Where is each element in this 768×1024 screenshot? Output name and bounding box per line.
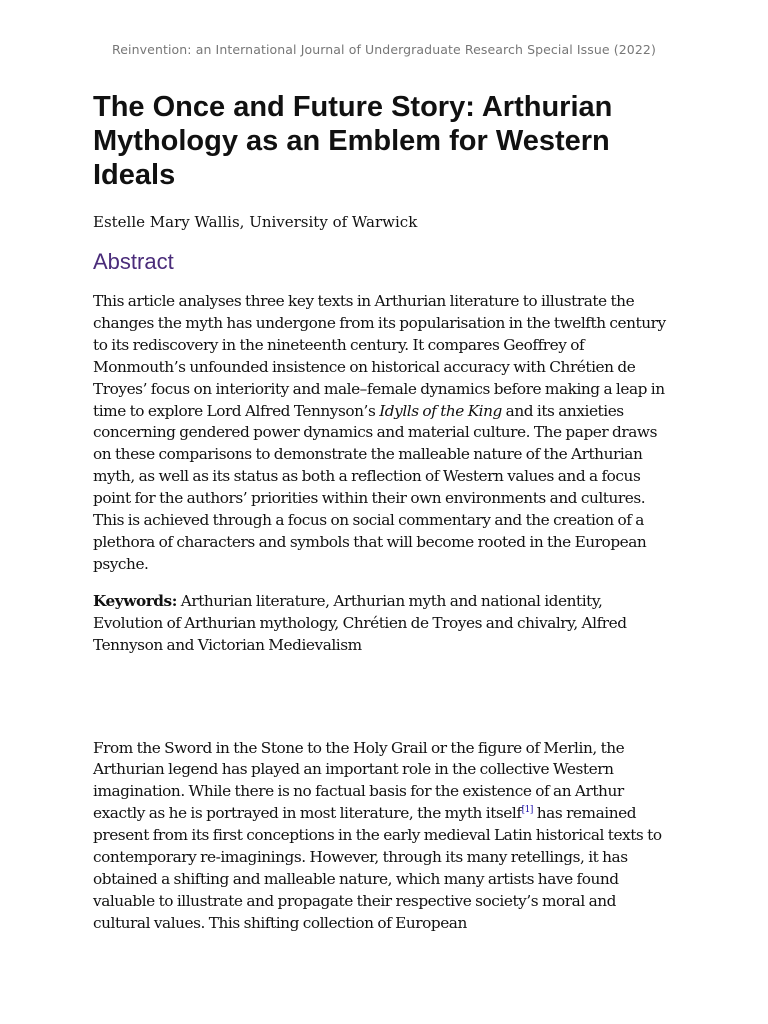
abstract-text-part-2: and its anxieties concerning gendered power dynamics and material culture. The paper draws on these comparisons to demonstrate the malleable nature of the Arthurian myth, as well as its status as both a reflection of Western values and a focus point for the authors’ priorities within their own environments and cultures. This is achieved through a focus on social commentary and the creation of a plethora of characters and symbols that will become rooted in the European psyche. <box>93 401 657 573</box>
intro-text-part-1: From the Sword in the Stone to the Holy Grail or the figure of Merlin, the Arthurian legend has played an important role in the collective Western imagination. While there is no factual basis for the existence of an Arthur exactly as he is portrayed in most literature, the myth itself <box>93 738 625 823</box>
journal-running-header: Reinvention: an International Journal of Undergraduate Research Special Issue (2022) <box>112 42 656 57</box>
abstract-italic-title: Idylls of the King <box>379 401 502 420</box>
author-affiliation: Estelle Mary Wallis, University of Warwick <box>93 213 418 231</box>
abstract-paragraph <box>93 291 675 576</box>
abstract-heading: Abstract <box>93 249 174 274</box>
keywords-paragraph <box>93 591 675 657</box>
abstract-text-part-1: This article analyses three key texts in Arthurian literature to illustrate the changes the myth has undergone from its popularisation in the twelfth century to its rediscovery in the nineteenth century. It compares Geoffrey of Monmouth’s unfounded insistence on historical accuracy with Chrétien de Troyes’ focus on interiority and male–female dynamics before making a leap in time to explore Lord Alfred Tennyson’s <box>93 292 666 420</box>
footnote-ref-link[interactable]: [1] <box>521 805 533 816</box>
introduction-paragraph <box>93 738 675 935</box>
article-content <box>93 90 675 935</box>
article-title: The Once and Future Story: Arthurian Mythology as an Emblem for Western Ideals <box>93 91 613 191</box>
keywords-label: Keywords: <box>93 591 177 610</box>
keywords-list: Arthurian literature, Arthurian myth and national identity, Evolution of Arthurian mythology, Chrétien de Troyes and chivalry, Alfred Tennyson and Victorian Medievalism <box>93 591 627 654</box>
intro-text-part-2: has remained present from its first conceptions in the early medieval Latin historical texts to contemporary re-imaginings. However, through its many retellings, it has obtained a shifting and malleable nature, which many artists have found valuable to illustrate and propagate their respective society’s moral and cultural values. This shifting collection of European <box>93 804 662 932</box>
